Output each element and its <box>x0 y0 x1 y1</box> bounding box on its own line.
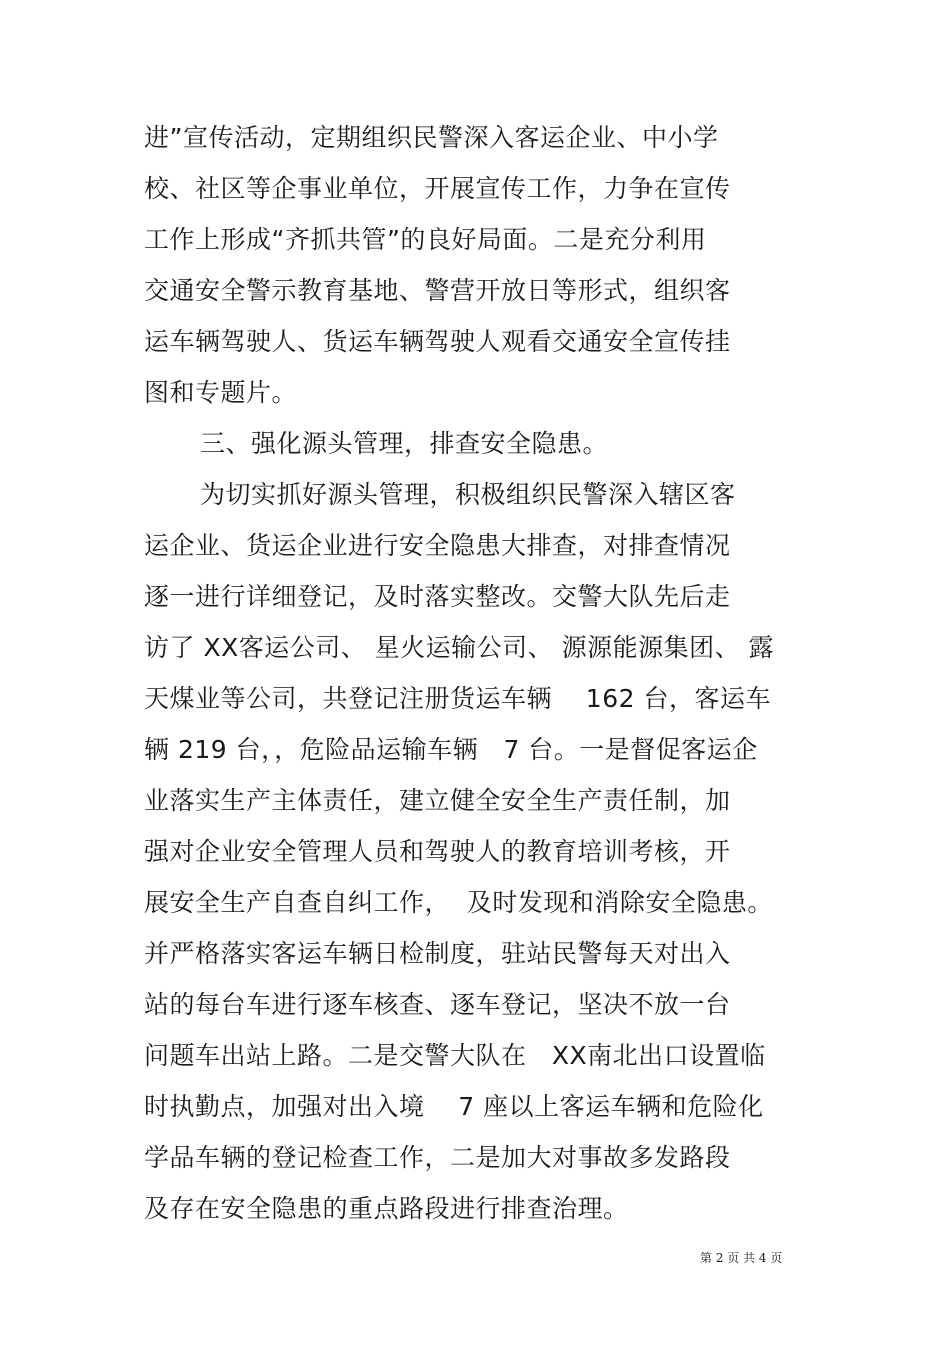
body-text-line: 展安全生产自查自纠工作， 及时发现和消除安全隐患。 <box>144 888 773 917</box>
body-text-line: 为切实抓好源头管理，积极组织民警深入辖区客 <box>200 480 736 509</box>
body-text-line: 强对企业安全管理人员和驾驶人的教育培训考核，开 <box>144 837 731 866</box>
body-text-line: 问题车出站上路。二是交警大队在 XX南北出口设置临 <box>144 1041 766 1070</box>
body-text-line: 工作上形成“齐抓共管”的良好局面。二是充分利用 <box>144 225 707 254</box>
body-text-line: 业落实生产主体责任，建立健全安全生产责任制，加 <box>144 786 731 815</box>
body-text-line: 逐一进行详细登记，及时落实整改。交警大队先后走 <box>144 582 731 611</box>
page-number-footer: 第 2 页 共 4 页 <box>700 1251 783 1265</box>
body-text-line: 访了 XX客运公司、 星火运输公司、 源源能源集团、 露 <box>144 633 775 662</box>
body-text-line: 辆 219 台，，危险品运输车辆 7 台。一是督促客运企 <box>144 735 758 764</box>
body-text-line: 时执勤点，加强对出入境 7 座以上客运车辆和危险化 <box>144 1092 764 1121</box>
body-text-line: 运企业、货运企业进行安全隐患大排查，对排查情况 <box>144 531 731 560</box>
body-text-line: 并严格落实客运车辆日检制度，驻站民警每天对出入 <box>144 939 731 968</box>
section-heading: 三、强化源头管理，排查安全隐患。 <box>200 429 609 458</box>
body-text-line: 及存在安全隐患的重点路段进行排查治理。 <box>144 1194 629 1223</box>
body-text-line: 运车辆驾驶人、货运车辆驾驶人观看交通安全宣传挂 <box>144 327 731 356</box>
body-text-line: 图和专题片。 <box>144 378 298 407</box>
body-text-line: 进”宣传活动，定期组织民警深入客运企业、中小学 <box>144 123 719 152</box>
body-text-line: 校、社区等企事业单位，开展宣传工作，力争在宣传 <box>144 174 731 203</box>
body-text-line: 天煤业等公司，共登记注册货运车辆 162 台，客运车 <box>144 684 771 713</box>
body-text-line: 学品车辆的登记检查工作，二是加大对事故多发路段 <box>144 1143 731 1172</box>
body-text-line: 站的每台车进行逐车核查、逐车登记，坚决不放一台 <box>144 990 731 1019</box>
body-text-line: 交通安全警示教育基地、警营开放日等形式，组织客 <box>144 276 731 305</box>
